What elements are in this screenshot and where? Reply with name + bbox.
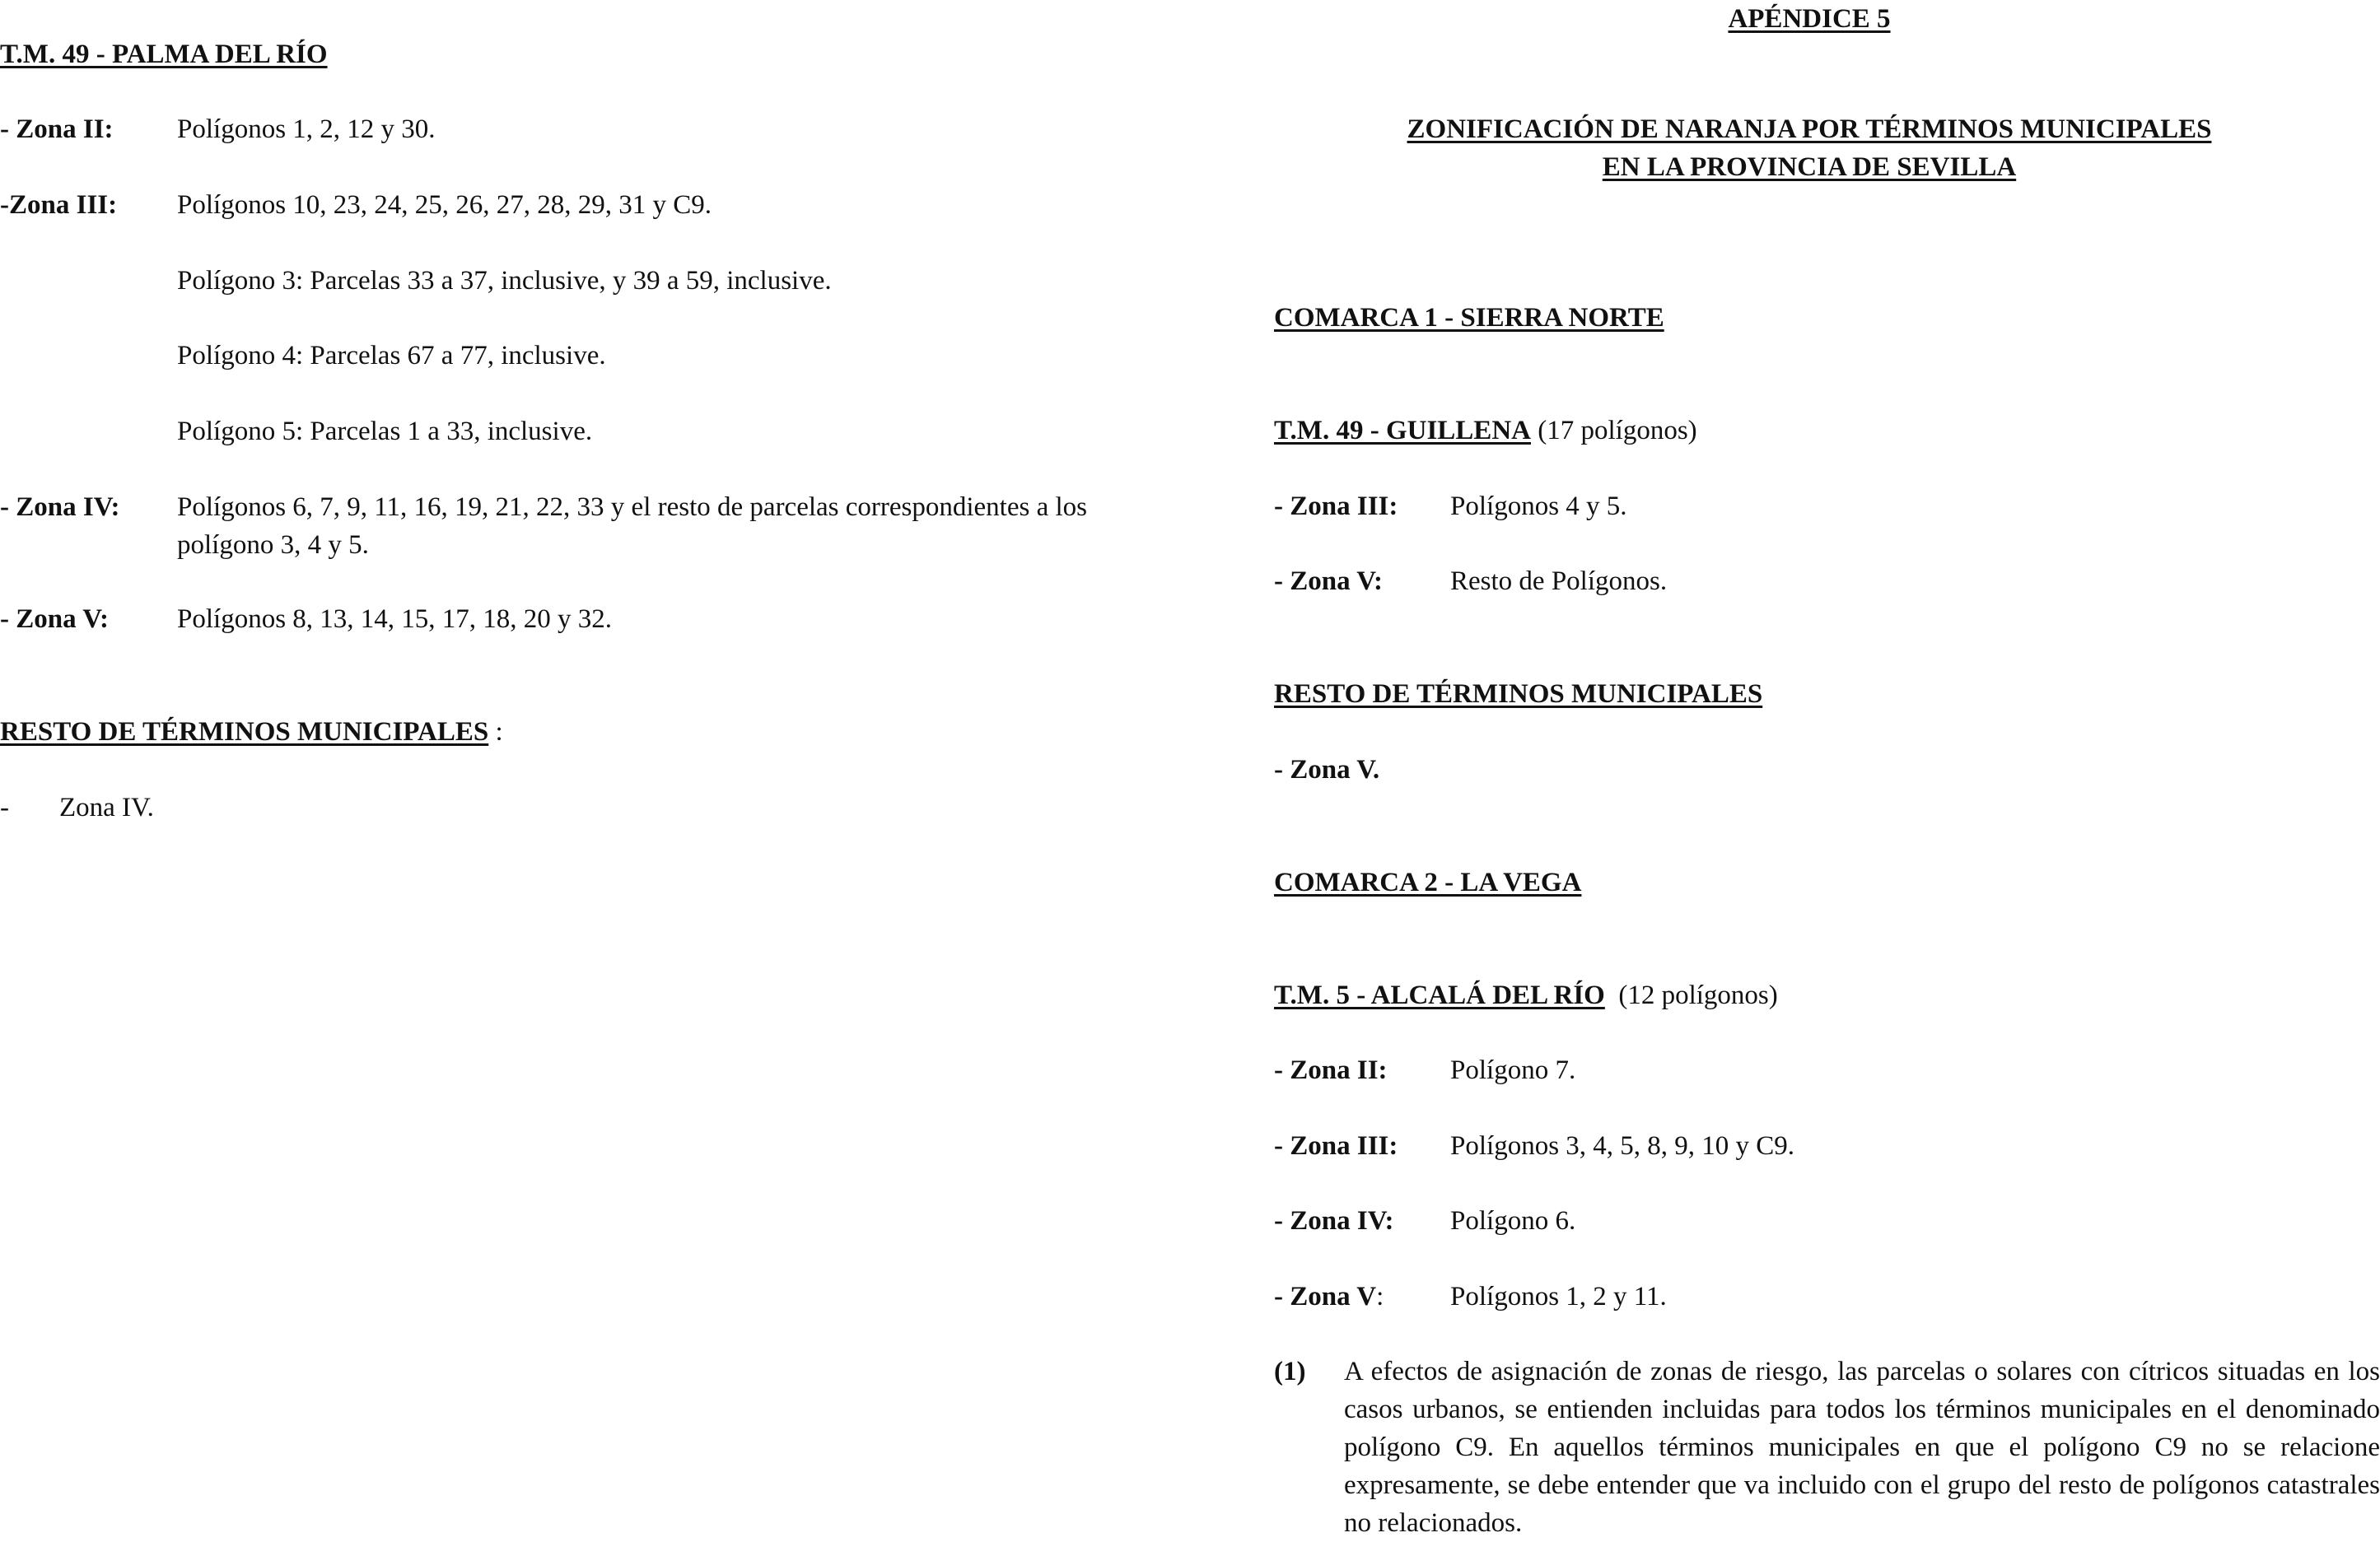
resto-terminos-colon: : [488, 717, 503, 747]
zona-iv-text: Polígonos 6, 7, 9, 11, 16, 19, 21, 22, 33 y el resto de parcelas correspondientes a los polígono 3, 4 y 5. [177, 492, 1088, 560]
alcala-heading: T.M. 5 - ALCALÁ DEL RÍO [1274, 981, 1605, 1010]
resto-item-dash: - [0, 793, 9, 822]
alcala-zona-iv-text: Polígono 6. [1450, 1206, 1576, 1236]
appendix-title: APÉNDICE 5 [1728, 4, 1891, 34]
alcala-zona-iii-label: - Zona III: [1274, 1131, 1398, 1161]
zona-v-label: - Zona V: [0, 604, 110, 634]
poligono-5-text: Polígono 5: Parcelas 1 a 33, inclusive. [177, 417, 593, 446]
alcala-count: (12 polígonos) [1604, 981, 1778, 1010]
guillena-zona-v-label: - Zona V: [1274, 566, 1384, 596]
alcala-zona-v-text: Polígonos 1, 2 y 11. [1450, 1282, 1667, 1311]
alcala-zona-v-label-bold: - Zona V [1274, 1282, 1377, 1311]
alcala-zona-ii-label: - Zona II: [1274, 1055, 1388, 1085]
zona-iii-label: -Zona III: [0, 190, 118, 220]
alcala-zona-iii-text: Polígonos 3, 4, 5, 8, 9, 10 y C9. [1450, 1131, 1795, 1161]
document-title-line1: ZONIFICACIÓN DE NARANJA POR TÉRMINOS MUNICIPALES [1407, 114, 2212, 144]
document-title-line2: EN LA PROVINCIA DE SEVILLA [1602, 152, 2017, 182]
comarca-1-heading: COMARCA 1 - SIERRA NORTE [1274, 303, 1664, 333]
comarca-2-heading: COMARCA 2 - LA VEGA [1274, 868, 1582, 897]
guillena-heading: T.M. 49 - GUILLENA [1274, 416, 1531, 445]
zona-iii-text: Polígonos 10, 23, 24, 25, 26, 27, 28, 29, 31 y C9. [177, 190, 712, 220]
resto-item-zona-iv: Zona IV. [59, 793, 154, 822]
guillena-zona-iii-label: - Zona III: [1274, 491, 1398, 521]
resto-terminos-line [0, 713, 503, 751]
alcala-heading-line [1274, 976, 1778, 1014]
footnote-marker: (1) [1274, 1357, 1306, 1386]
resto-terminos-heading: RESTO DE TÉRMINOS MUNICIPALES [0, 717, 489, 747]
guillena-heading-line [1274, 412, 1697, 450]
footnote-text: A efectos de asignación de zonas de riesgo, las parcelas o solares con cítricos situadas en los casos urbanos, se entienden incluidas para todos los términos municipales en el denominado polígono C9. En aquellos términos municipales en que el polígono C9 no se relacione expresamente, se debe entender que va incluido con el grupo del resto de polígonos catastrales no relacionados. [1344, 1357, 2380, 1538]
zona-ii-text: Polígonos 1, 2, 12 y 30. [177, 114, 436, 144]
resto-terminos-right-heading: RESTO DE TÉRMINOS MUNICIPALES [1274, 679, 1763, 709]
poligono-4-text: Polígono 4: Parcelas 67 a 77, inclusive. [177, 341, 606, 370]
alcala-zona-v-label-colon: : [1376, 1282, 1384, 1311]
zona-iv-label: - Zona IV: [0, 492, 120, 522]
guillena-count: (17 polígonos) [1531, 416, 1697, 445]
guillena-zona-v-text: Resto de Polígonos. [1450, 566, 1668, 596]
resto-zona-v: - Zona V. [1274, 755, 1380, 785]
alcala-zona-iv-label: - Zona IV: [1274, 1206, 1394, 1236]
alcala-zona-v-label [1274, 1278, 1384, 1316]
guillena-zona-iii-text: Polígonos 4 y 5. [1450, 491, 1627, 521]
poligono-3-text: Polígono 3: Parcelas 33 a 37, inclusive, y 39 a 59, inclusive. [177, 266, 832, 296]
zona-ii-label: - Zona II: [0, 114, 114, 144]
tm49-palma-heading: T.M. 49 - PALMA DEL RÍO [0, 40, 328, 69]
alcala-zona-ii-text: Polígono 7. [1450, 1055, 1576, 1085]
zona-v-text: Polígonos 8, 13, 14, 15, 17, 18, 20 y 32. [177, 604, 613, 634]
